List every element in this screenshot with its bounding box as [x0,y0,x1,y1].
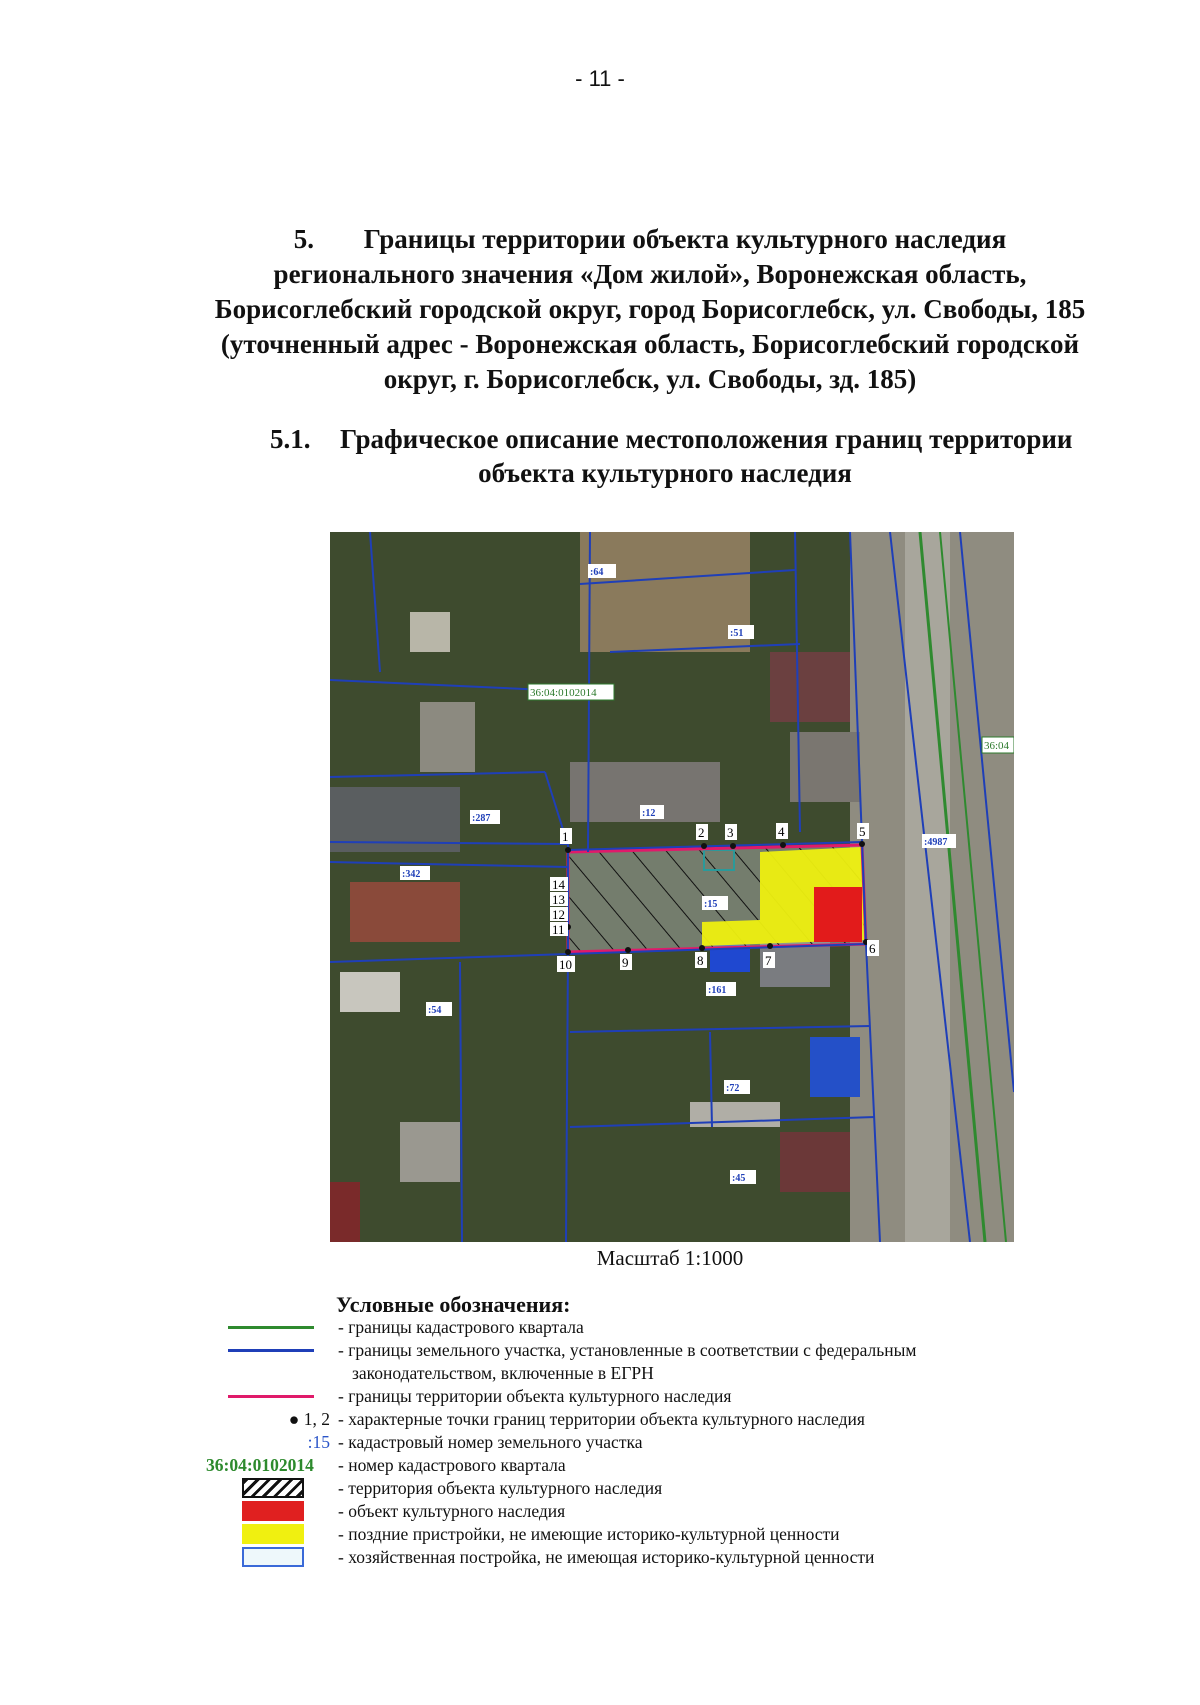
legend-title: Условные обозначения: [336,1292,571,1317]
parcel-label: :45 [732,1173,746,1184]
parcel-line-swatch [228,1349,314,1352]
subsection-heading [270,422,1140,490]
boundary-point [565,949,571,955]
quarter-label: 36:04 [984,740,1010,752]
quarter-line-swatch [228,1326,314,1329]
point-label: 2 [698,825,705,840]
building [780,1132,850,1192]
hatch-swatch [242,1478,304,1498]
legend-text: - границы кадастрового квартала [338,1317,584,1337]
building [420,702,475,772]
outline-swatch [242,1547,304,1567]
legend-row-outbuilding [220,1546,1120,1570]
point-label: 9 [622,955,629,970]
building [410,612,450,652]
parcel-label: :15 [704,899,718,910]
heritage-object [814,887,862,942]
parcel-label: :64 [590,567,604,578]
legend-row-quarter-boundary [220,1316,1120,1340]
point-symbol: ● 1, 2 [288,1409,330,1429]
parcel-label: :12 [642,808,656,819]
legend-row-parcel-boundary [220,1339,1120,1363]
building [770,652,850,722]
boundary-point [767,943,773,949]
point-label: 10 [559,957,572,972]
legend-text: - объект культурного наследия [338,1501,566,1521]
map-canvas [330,532,1014,1242]
building [340,972,400,1012]
legend-text: - хозяйственная постройка, не имеющая историко-культурной ценности [338,1547,875,1567]
legend-row-parcel-number [220,1431,1120,1455]
map-scale: Масштаб 1:1000 [596,1246,744,1270]
quarter-number-symbol: 36:04:0102014 [206,1455,314,1475]
section-title-line-3: Борисоглебский городской округ, город Борисоглебск, ул. Свободы, 185 [214,294,1086,324]
section-heading [180,222,1120,397]
street-road [905,532,950,1242]
building [330,1182,360,1242]
building [350,882,460,942]
building [810,1037,860,1097]
building [400,1122,460,1182]
page-number: - 11 - [575,66,625,91]
section-number: 5. [293,224,315,254]
parcel-label: :287 [472,813,491,824]
legend-text: законодательством, включенные в ЕГРН [352,1363,654,1383]
parcel-label: :342 [402,869,421,880]
legend-text: - границы земельного участка, установленные в соответствии с федеральным [338,1340,917,1360]
boundary-point [730,843,736,849]
quarter-label: 36:04:0102014 [530,687,597,699]
legend-row-object [220,1500,1120,1524]
boundary-point [701,843,707,849]
parcel-label: :4987 [924,837,948,848]
boundary-point [625,947,631,953]
parcel-label: :161 [708,985,727,996]
point-label: 13 [552,892,565,907]
point-label: 14 [552,877,565,892]
legend-row-points [220,1408,1120,1432]
legend-text: - поздние пристройки, не имеющие историко-культурной ценности [338,1524,840,1544]
yellow-swatch [242,1524,304,1544]
building [790,732,860,802]
section-title-line-2: регионального значения «Дом жилой», Воронежская область, [273,259,1027,289]
section-title-line-4: (уточненный адрес - Воронежская область, Борисоглебский городской [220,329,1080,359]
boundary-point [859,841,865,847]
point-label: 8 [697,953,704,968]
point-label: 12 [552,907,565,922]
boundary-point [780,842,786,848]
open-ground [580,532,750,652]
point-label: 4 [778,824,785,839]
point-label: 5 [859,824,866,839]
section-title-line-1: Границы территории объекта культурного наследия [363,224,1007,254]
legend-row-late-extensions [220,1523,1120,1547]
point-label: 6 [869,941,876,956]
aerial-map [330,532,1014,1242]
boundary-point [699,945,705,951]
red-swatch [242,1501,304,1521]
legend-row-quarter-number [206,1454,1120,1478]
point-label: 3 [727,825,734,840]
parcel-label: :54 [428,1005,442,1016]
parcel-label: :72 [726,1083,740,1094]
point-label: 7 [765,953,772,968]
legend-text: - номер кадастрового квартала [338,1455,566,1475]
legend-row-parcel-boundary-cont [220,1362,1120,1386]
legend-row-heritage-boundary [220,1385,1120,1409]
parcel-number-symbol: :15 [307,1432,330,1452]
heritage-line-swatch [228,1395,314,1398]
section-title-line-5: округ, г. Борисоглебск, ул. Свободы, зд. 185) [383,364,917,394]
subsection-title-line-2: объекта культурного наследия [478,458,852,488]
point-label: 1 [562,829,569,844]
legend-text: - границы территории объекта культурного наследия [338,1386,732,1406]
subsection-title-line-1: Графическое описание местоположения границ территории [340,424,1073,454]
parcel-label: :51 [730,628,744,639]
legend-row-territory [220,1477,1120,1501]
boundary-point [565,847,571,853]
legend-text: - характерные точки границ территории объекта культурного наследия [338,1409,865,1429]
legend-text: - территория объекта культурного наследия [338,1478,663,1498]
point-label: 11 [552,922,565,937]
legend-text: - кадастровый номер земельного участка [338,1432,643,1452]
subsection-number: 5.1. [270,424,311,454]
